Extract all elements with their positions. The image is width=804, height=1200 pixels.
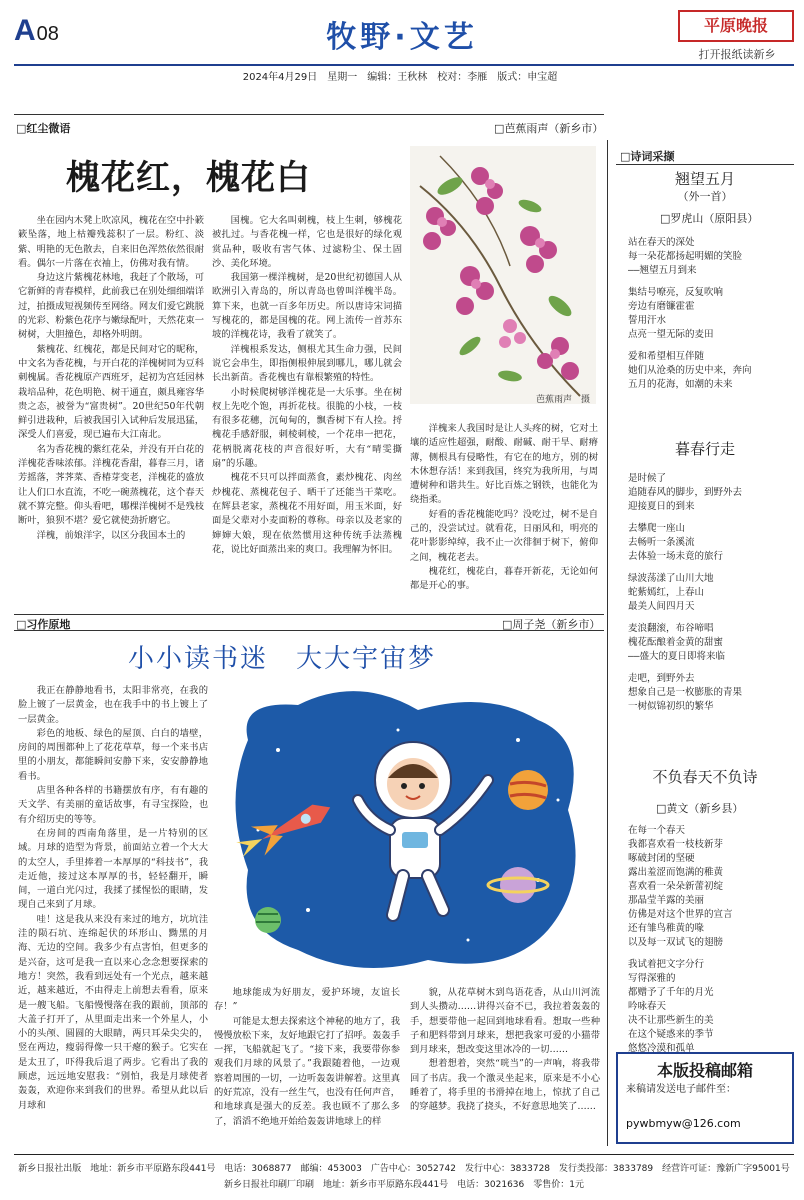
sophora-flower-photo [410,146,596,404]
footer-printer-info: 新乡日报社印刷厂印刷 地址：新乡市平原路东段441号 电话：3021636 零售价：1元 [224,1180,584,1190]
article2-column-1: 我正在静静地看书，太阳非常亮，在我的脸上镀了一层黄金，也在我手中的书上镀上了一层黄金。 彩色的地板、绿色的屋顶、白白的墙壁，房间的周围都种上了花花草草，每一个来书店里的小朋友，都能瞬间安静下来，安安静静地看书。 店里各种各样的书籍摆放有序，有有趣的天文学、有美丽的童话故事，有寻宝探险，也有介绍历史的等等。 在房间的西南角落里，是一片特别的区域。月球的造型为背景，前面站立着一个大大的太空人，手里捧着一本厚厚的“科技书”，我走近他，接过这本厚厚的书，轻轻翻开，瞬间，一道白光闪过，我揉了揉惺忪的眼睛，发现自己来到了月球。 哇！这是我从来没有来过的地方，坑坑洼洼的陨石坑、连绵起伏的环形山、黝黑的月海、无边的空间。我多少有点害怕，但更多的是兴奋，这可是我一直以来心念念想要探索的地方！突然，我看到远处有一个光点，越来越近，越来越近，不由得走上前想去看看，原来是一艘飞船。飞船慢慢落在我的跟前，顶部的大盖子打开了，从里面走出来一个外星人，小小的头颅、圆圆的大眼睛，两只耳朵尖尖的，竖在两边，瘦弱得像一只干瘪的猴子。它实在是太丑了，吓得我后退了两步。它看出了我的顾虑，远远地安慰我：“别怕，我是月球使者轰轰，欢迎你来到我们的世界。希望从此以后月球和 [18,685,208,1111]
article1-byline: □芭蕉雨声（新乡市） [494,122,604,135]
newspaper-slogan: 打开报纸读新乡 [698,48,776,61]
header-divider [14,64,794,66]
astronaut-illustration [218,680,594,980]
article1-column-tag: □红尘微语 [16,122,71,135]
page-number: A 08 [14,14,59,47]
article2-column-2: 地球能成为好朋友，爱护环境，友谊长存！” 可能是太想去探索这个神秘的地方了，我慢慢放松下来，友好地跟它打了招呼。轰轰手一挥，飞船就起飞了。“接下来，我要带你参观我们月球的风景了。”我跟随着他，一边观察着周围的一切，一边听轰轰讲解着。这里真的好荒凉，没有一丝生气，也没有任何声音，和地球真是强大的反差。我也顾不了那么多了，滔滔不绝地开始给轰轰讲地球上的样 [214,987,400,1127]
poem1-subtitle: （外一首） [677,190,733,203]
article1-title: 槐花红，槐花白 [66,158,311,198]
footer-divider [14,1154,794,1155]
photo-credit: 芭蕉雨声 摄 [535,395,590,405]
poetry-top-rule [616,164,794,165]
poem1-body: 站在春天的深处 每一朵花都扬起明媚的笑脸 ——翘望五月到来 集结号嘹亮，反复吹响 旁边有磨镰霍霍 誓用汗水 点亮一望无际的麦田 爱和希望相互伴随 她们从沧桑的历史中来，奔向 五月的花海，如潮的未来 [628,237,752,390]
submission-title: 本版投稿邮箱 [656,1061,753,1080]
article1-column-3: 洋槐来人我国时是让人头疼的树，它对土壤的适应性超强，耐酸、耐碱、耐干旱、耐瘠薄，侧根具有侵略性，有它在的地方，别的树木休想存活！来到我国，终究为我所用，与周遭树种和谐共生。好比百炼之钢铁，也能化为绕指柔。 好看的香花槐能吃吗？没吃过，树不是自己的，没尝试过。就看花，日丽风和，明亮的花叶影影绰绰，我不止一次徘徊于树下，俯仰之间，槐花老去。 槐花红，槐花白，暮春开新花，无论如何都是开心的事。 [410,423,598,592]
submission-email-link[interactable]: pywbmyw@126.com [626,1117,741,1130]
article2-column-tag: □习作原地 [16,618,71,631]
section-title: 牧野·文艺 [326,20,478,55]
article2-title: 小小读书迷 大大宇宙梦 [128,644,437,674]
poem1-author: □罗虎山（原阳县） [660,212,759,225]
poetry-column-tag: □诗词采撷 [620,150,675,163]
poem3-body: 在每一个春天 我都喜欢看一枝枝新芽 啄破封闭的坚硬 露出羞涩而饱满的稚黄 喜欢看一朵朵新蕾初绽 那晶莹羊露的美丽 仿佛是对这个世界的宣言 还有雏鸟稚黄的喙 以及每一双试飞的翅膀 我试着把文字分行 写得深雅的 都赠予了千年的月光 吟咏春天 决不让那些新生的美 在这个疑惑来的季节 悠悠冷漠和孤单 [628,825,733,1054]
article1-column-1: 坐在园内木凳上吹凉风，槐花在空中扑簌簌坠落，地上枯瓣残蕊积了一层。粉红、淡紫、明艳的无色散去，自来旧色浑然依然很耐看。偶尔一片落在衣袖上，仿佛对我有情。 身边这片紫槐花林地，我赶了个散场，可它新鲜的青春模样，此前我已在别处细细端详过，拍摄成短视频传至网络。网友们爱它跳脱的光彩、粉紫色花序与嫩绿配叶，天然花束一树树，大胆撞色，却格外明朗。 紫槐花、红槐花，都是民间对它的昵称，中文名为香花槐，与开白花的洋槐树同为豆科刺槐属。香花槐原产西班牙，起初为宫廷园林栽培品种，花色明艳、树干通直，颇具雍容华贵之态，被誉为“富贵树”。20世纪50年代朝鲜引进栽种，后被我国引入试种后发展迅猛，深受人们喜爱，现已遍布大江南北。 名为香花槐的紫红花朵，并没有开白花的洋槐花香味浓郁。洋槐花香甜，暮春三月，诸芳摇落，荠荠菜、香椿芽变老，洋槐花的盛放让人们口水直流，不吃一碗蒸槐花，这个春天就不算完整。仰头看吧，哪棵洋槐树不是残枝断叶，狼狈不堪？爱它就使劲折磨它。 洋槐，前娘洋字，以区分我国本土的 [18,215,204,541]
article1-top-rule [14,114,604,115]
poem2-title: 暮春行走 [674,440,735,458]
article2-column-3: 貌，从花草树木到鸟语花香，从山川河流到人头攒动……讲得兴奋不已，我拉着轰轰的手，想要带他一起回到地球看看。想取一些种子和肥料带到月球来，想把我家可爱的小猫带到月球来，想改变这里冰冷的一切…… 想着想着，突然“咣当”的一声响，将我带回了书店。我一个激灵坐起来，原来是不小心睡着了，将手里的书滑掉在地上，惊扰了自己的穿越梦。我挠了挠头，不好意思地笑了…… [410,987,600,1113]
submission-text: 来稿请发送电子邮件至： [626,1084,736,1095]
newspaper-logo: 平原晚报 [678,10,794,42]
article-separator [14,614,604,615]
article1-column-2: 国槐。它大名叫刺槐，枝上生刺，够槐花被扎过。与香花槐一样，它也是很好的绿化观赏品种，吸收有害气体、过滤粉尘、保土固沙、美化环境。 我国第一棵洋槐树，是20世纪初德国人从欧洲引入青岛的，所以青岛也曾叫洋槐半岛。算下来，也就一百多年历史。所以唐诗宋词描写槐花的，都是国槐的花。网上流传一首苏东坡的洋槐花诗，我看了就笑了。 洋槐根系发达，侧根尤其生命力强，民间说它会串生，即指侧根伸展到哪儿，哪儿就会长出新苗。香花槐也有靠根繁殖的特性。 小时候爬树够洋槐花是一大乐事。坐在树杈上先吃个饱，再折花枝。很脆的小枝，一枝有很多花穗，沉甸甸的，飘香树下有人捡。捋槐花手感舒服，刺棱刺棱，一个花串一把花，花柄脱离花枝的声音很好听，大有“晴雯撕扇”的乐趣。 槐花不只可以拌面蒸食，素炒槐花、肉丝炒槐花、蒸槐花包子、晒干了还能当干菜吃。在辉县老家，蒸槐花不用好面，用玉米面，好面是父辈对小麦面粉的尊称。母亲以及老家的婶婶大娘，现在依然惯用这种传统手法蒸槐花，说比好面蒸出来的爽口。我理解为怀旧。 [212,215,402,555]
poem3-title: 不负春天不负诗 [652,768,758,786]
issue-meta: 2024年4月29日 星期一 编辑：王秋林 校对：李雁 版式：申宝超 [242,72,558,83]
poem3-author: □黄文（新乡县） [656,802,744,815]
poem1-title: 翘望五月 [674,170,735,188]
column-divider [607,140,608,1146]
article2-byline: □周子尧（新乡市） [502,618,601,631]
footer-publisher-info: 新乡日报社出版 地址：新乡市平原路东段441号 电话：3068877 邮编：453003 广告中心：3052742 发行中心：3833728 发行类投部：3833789 经营许可证：豫新广字95001号 [18,1164,790,1174]
poem2-body: 是时候了 追随春风的脚步，到野外去 迎接夏日的到来 去攀爬一座山 去畅听一条溪流 去体验一场未竟的旅行 绿波荡漾了山川大地 蛇紫嫣红，上春山 最美人间四月天 麦浪翻滚，布谷啼唱 槐花酝酿着金黄的甜蜜 ——盛大的夏日即将来临 走吧，到野外去 想象自己是一枚膨胀的青果 一树似锦初织的繁华 [628,473,743,712]
